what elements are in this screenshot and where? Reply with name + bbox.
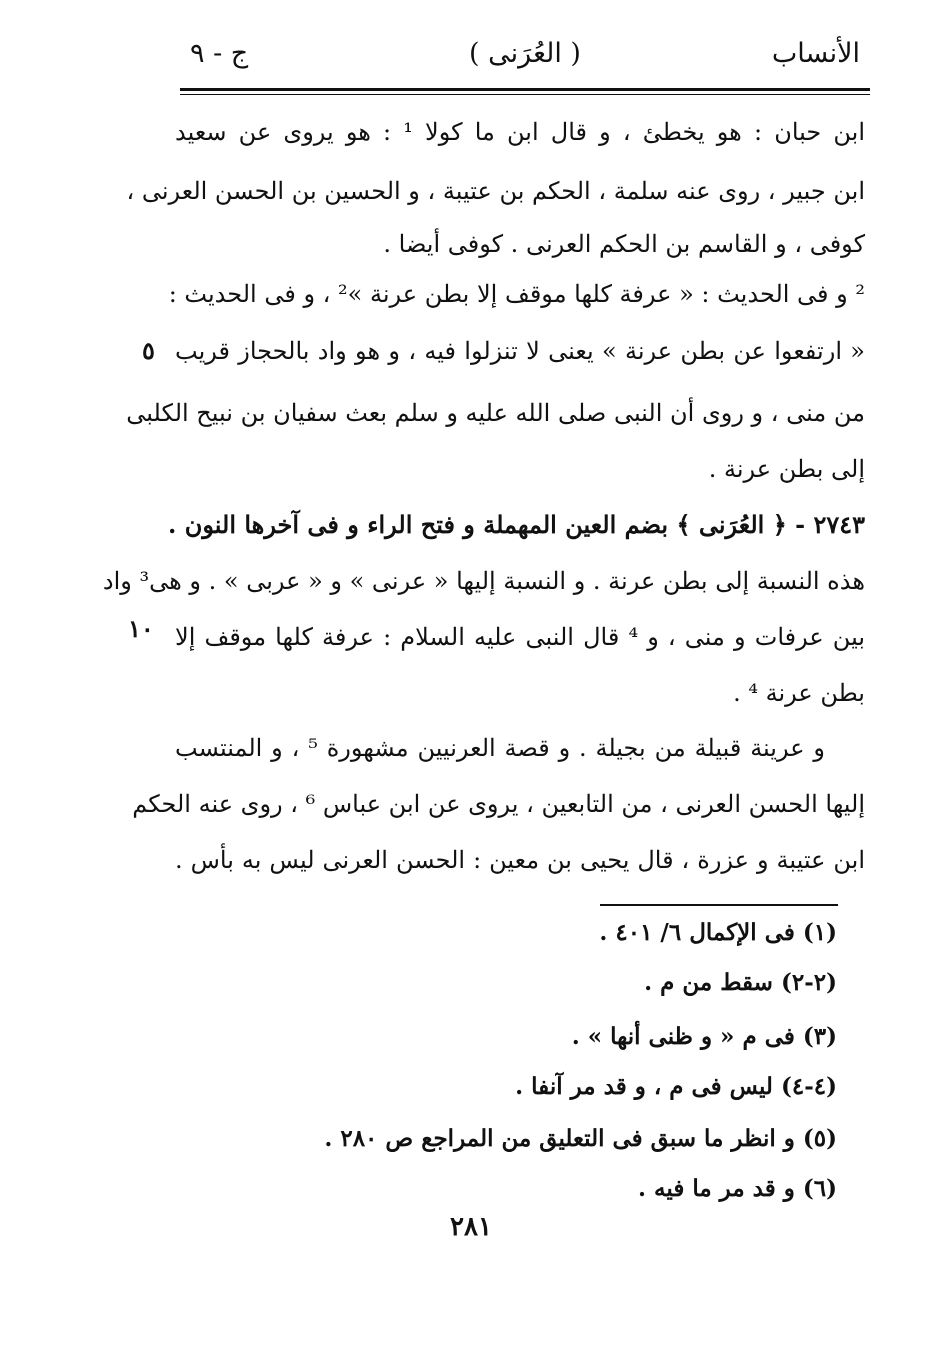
- header-rule-thin: [180, 94, 870, 95]
- margin-line-number: ٥: [142, 336, 155, 365]
- text-line: إليها الحسن العرنى ، من التابعين ، يروى عن ابن عباس ⁶ ، روى عنه الحكم: [132, 790, 865, 818]
- text-line: من منى ، و روى أن النبى صلى الله عليه و سلم بعث سفيان بن نبيح الكلبى: [126, 399, 865, 427]
- header-rule: [180, 88, 870, 91]
- text-line: بين عرفات و منى ، و ⁴ قال النبى عليه السلام : عرفة كلها موقف إلا: [175, 623, 865, 651]
- margin-line-number: ١٠: [128, 614, 154, 643]
- running-header: [180, 32, 870, 82]
- footnote: (٢-٢) سقط من م .: [644, 969, 837, 996]
- text-line: إلى بطن عرنة .: [708, 455, 865, 483]
- book-title: الأنساب: [771, 38, 860, 69]
- footnote: (٦) و قد مر ما فيه .: [638, 1175, 837, 1202]
- text-line: كوفى ، و القاسم بن الحكم العرنى . كوفى أيضا .: [383, 230, 865, 258]
- page-number: ٢٨١: [450, 1212, 492, 1242]
- text-line: ابن جبير ، روى عنه سلمة ، الحكم بن عتيبة ، و الحسين بن الحسن العرنى ،: [126, 177, 865, 205]
- footnote: (٤-٤) ليس فى م ، و قد مر آنفا .: [515, 1073, 837, 1100]
- footnote-rule: [600, 904, 838, 906]
- footnote: (١) فى الإكمال ٦/ ٤٠١ .: [599, 919, 837, 946]
- text-line: ابن حبان : هو يخطئ ، و قال ابن ما كولا ¹ : هو يروى عن سعيد: [175, 118, 865, 146]
- text-line: « ارتفعوا عن بطن عرنة » يعنى لا تنزلوا فيه ، و هو واد بالحجاز قريب: [175, 337, 865, 365]
- text-line: هذه النسبة إلى بطن عرنة . و النسبة إليها « عرنى » و « عربى » . و هى³ واد: [102, 567, 865, 595]
- text-line: ابن عتيبة و عزرة ، قال يحيى بن معين : الحسن العرنى ليس به بأس .: [175, 846, 865, 874]
- entry-heading-line: ٢٧٤٣ - ﴿ العُرَنى ﴾ بضم العين المهملة و فتح الراء و فى آخرها النون .: [168, 510, 865, 539]
- volume-number: ج - ٩: [190, 38, 249, 69]
- text-line: ² و فى الحديث : « عرفة كلها موقف إلا بطن عرنة »² ، و فى الحديث :: [168, 280, 865, 308]
- entry-title: ( العُرَنى ): [469, 38, 581, 69]
- footnote: (٥) و انظر ما سبق فى التعليق من المراجع ص ٢٨٠ .: [324, 1125, 837, 1152]
- footnote: (٣) فى م « و ظنى أنها » .: [571, 1023, 837, 1050]
- text-line: بطن عرنة ⁴ .: [733, 679, 865, 707]
- text-line: و عرينة قبيلة من بجيلة . و قصة العرنيين مشهورة ⁵ ، و المنتسب: [175, 734, 825, 762]
